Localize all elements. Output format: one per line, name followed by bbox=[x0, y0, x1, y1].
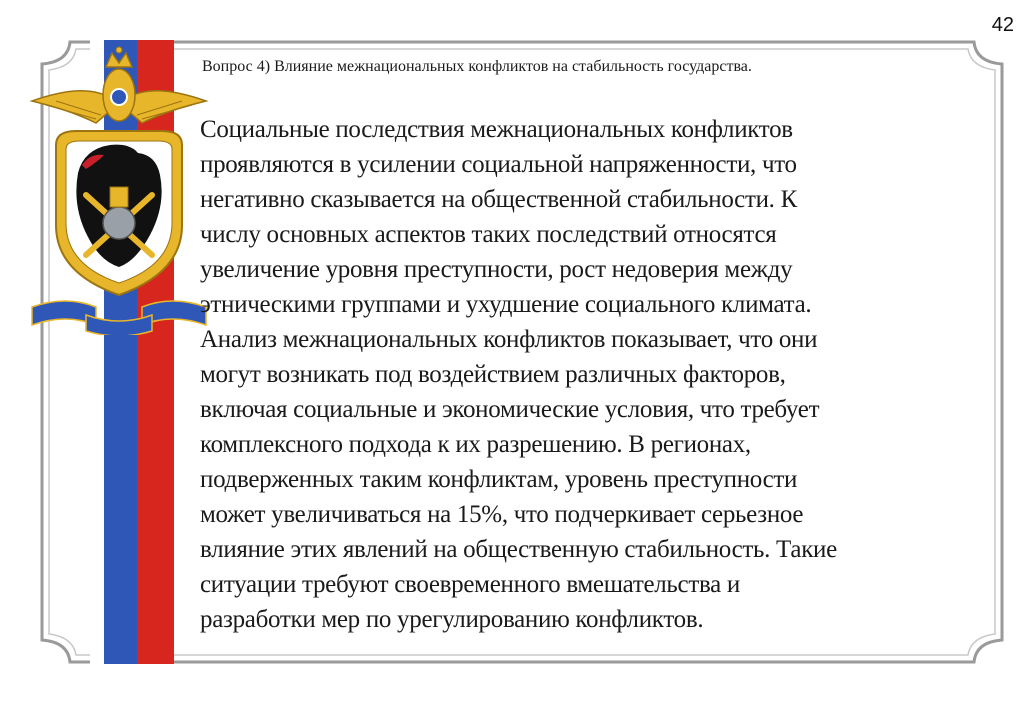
body-line: включая социальные и экономические условия, что требует bbox=[200, 396, 820, 423]
body-line: могут возникать под воздействием различных факторов, bbox=[200, 361, 786, 388]
body-line: разработки мер по урегулированию конфликтов. bbox=[200, 606, 704, 633]
body-line: числу основных аспектов таких последствий относятся bbox=[200, 221, 777, 248]
body-line: влияние этих явлений на общественную стабильность. Такие bbox=[200, 536, 837, 563]
body-line: Социальные последствия межнациональных конфликтов bbox=[200, 116, 793, 143]
body-line: Анализ межнациональных конфликтов показывает, что они bbox=[200, 326, 818, 353]
question-heading: Вопрос 4) Влияние межнациональных конфликтов на стабильность государства. bbox=[202, 58, 752, 75]
body-line: увеличение уровня преступности, рост недоверия между bbox=[200, 256, 793, 283]
body-line: ситуации требуют своевременного вмешательства и bbox=[200, 571, 740, 598]
body-line: комплексного подхода к их разрешению. В регионах, bbox=[200, 431, 751, 458]
body-paragraph bbox=[200, 112, 980, 637]
body-line: может увеличиваться на 15%, что подчеркивает серьезное bbox=[200, 501, 804, 528]
police-emblem-icon bbox=[26, 45, 212, 335]
body-line: проявляются в усилении социальной напряженности, что bbox=[200, 151, 797, 178]
body-line: подверженных таким конфликтам, уровень преступности bbox=[200, 466, 798, 493]
body-line: этническими группами и ухудшение социального климата. bbox=[200, 291, 812, 318]
body-line: негативно сказывается на общественной стабильности. К bbox=[200, 186, 797, 213]
slide-number: 42 bbox=[991, 14, 1014, 36]
